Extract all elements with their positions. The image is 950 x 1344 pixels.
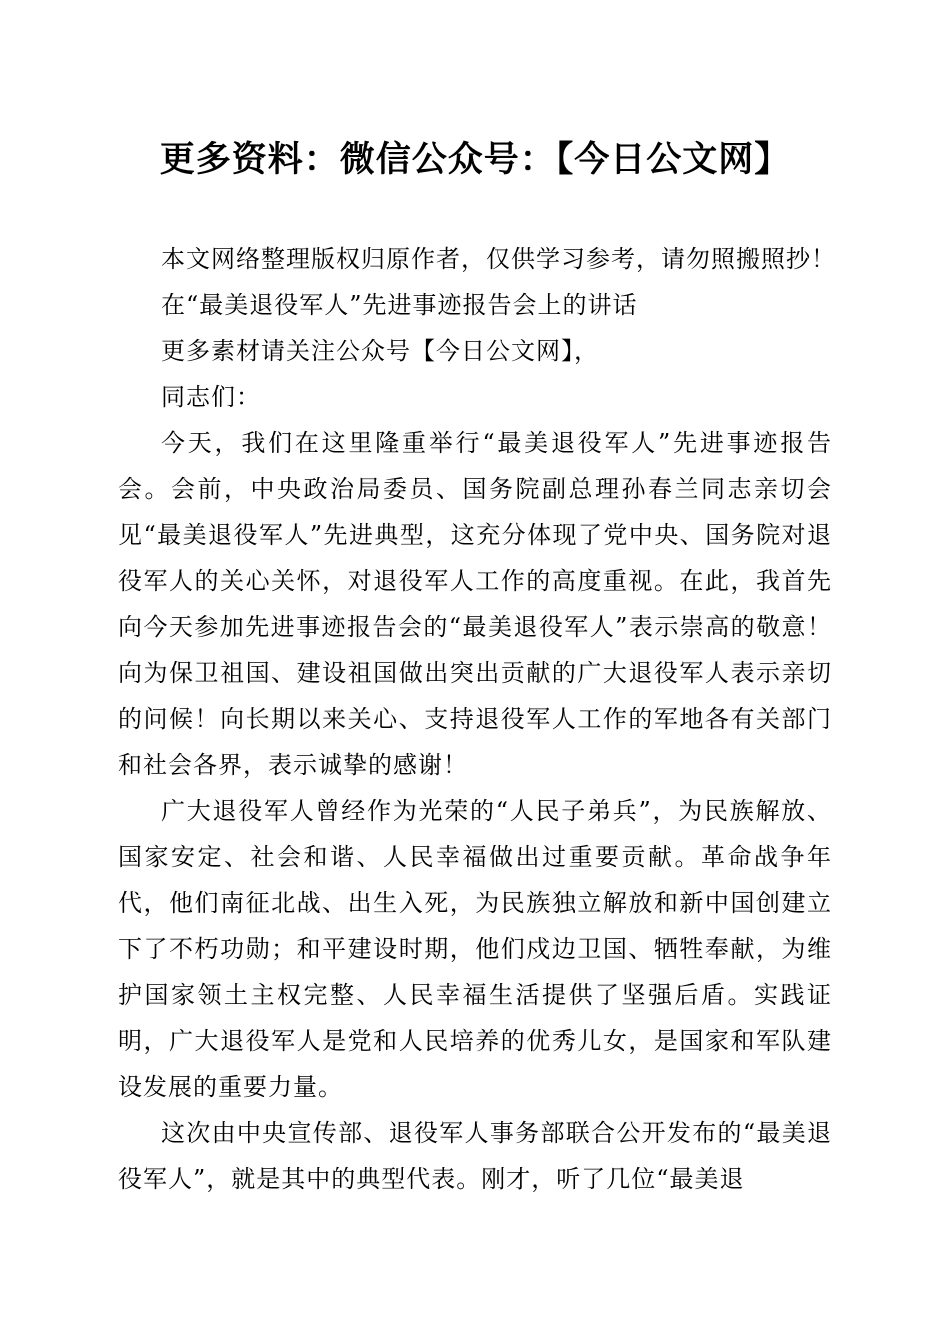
copyright-notice: 本文网络整理版权归原作者，仅供学习参考，请勿照搬照抄！: [161, 245, 836, 273]
speech-title: 在“最美退役军人”先进事迹报告会上的讲话: [161, 291, 638, 319]
paragraph-2: 广大退役军人曾经作为光荣的“人民子弟兵”，为民族解放、国家安定、社会和谐、人民幸福做出过重要贡献。革命战争年代，他们南征北战、出生入死，为民族独立解放和新中国创建立下了不朽功勋；和平建设时期，他们戍边卫国、牺牲奉献，为维护国家领土主权完整、人民幸福生活提供了坚强后盾。实践证明，广大退役军人是党和人民培养的优秀儿女，是国家和军队建设发展的重要力量。: [118, 797, 832, 1101]
document-body: [118, 236, 836, 1202]
more-material-notice: 更多素材请关注公众号【今日公文网】，: [161, 337, 599, 365]
paragraph-3: 这次由中央宣传部、退役军人事务部联合公开发布的“最美退役军人”，就是其中的典型代表。刚才，听了几位“最美退: [118, 1119, 832, 1193]
page-title: 更多资料：微信公众号：【今日公文网】: [159, 140, 791, 180]
paragraph-1: 今天，我们在这里隆重举行“最美退役军人”先进事迹报告会。会前，中央政治局委员、国务院副总理孙春兰同志亲切会见“最美退役军人”先进典型，这充分体现了党中央、国务院对退役军人的关心关怀，对退役军人工作的高度重视。在此，我首先向今天参加先进事迹报告会的“最美退役军人”表示崇高的敬意！向为保卫祖国、建设祖国做出突出贡献的广大退役军人表示亲切的问候！向长期以来关心、支持退役军人工作的军地各有关部门和社会各界，表示诚挚的感谢！: [118, 429, 832, 779]
salutation: 同志们：: [161, 383, 261, 411]
